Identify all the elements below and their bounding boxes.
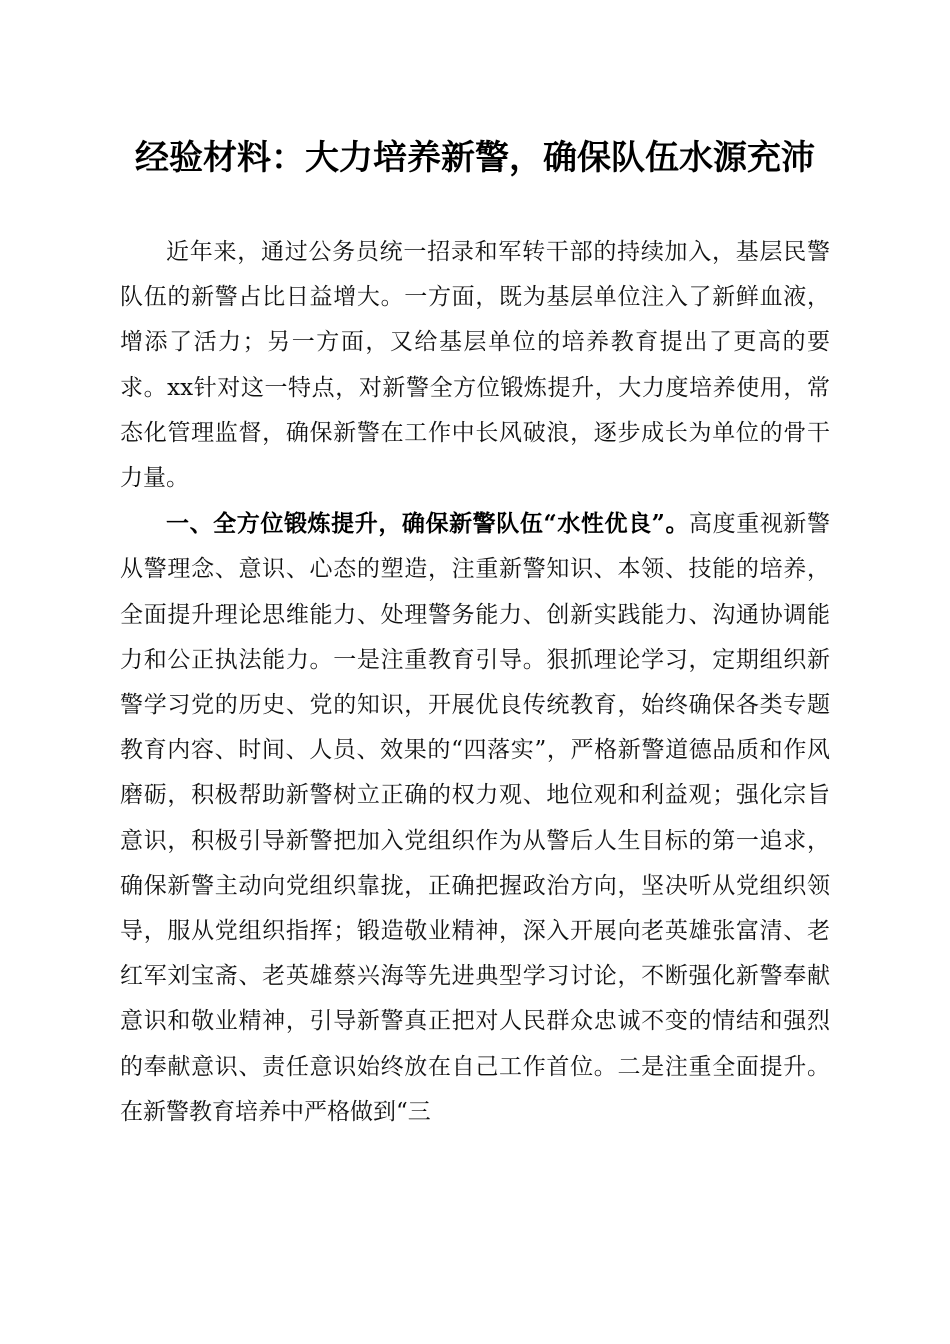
paragraph-section-one <box>120 501 830 1135</box>
document-body <box>120 230 830 1135</box>
document-title: 经验材料：大力培养新警，确保队伍水源充沛 <box>135 138 815 178</box>
section-one-heading: 一、全方位锻炼提升，确保新警队伍“水性优良”。 <box>166 510 690 538</box>
paragraph-intro <box>120 230 830 501</box>
paragraph-intro-text: 近年来，通过公务员统一招录和军转干部的持续加入，基层民警队伍的新警占比日益增大。一方面，既为基层单位注入了新鲜血液，增添了活力；另一方面，又给基层单位的培养教育提出了更高的要求。xx针对这一特点，对新警全方位锻炼提升，大力度培养使用，常态化管理监督，确保新警在工作中长风破浪，逐步成长为单位的骨干力量。 <box>120 239 830 492</box>
section-one-text: 高度重视新警从警理念、意识、心态的塑造，注重新警知识、本领、技能的培养，全面提升理论思维能力、处理警务能力、创新实践能力、沟通协调能力和公正执法能力。一是注重教育引导。狠抓理论学习，定期组织新警学习党的历史、党的知识，开展优良传统教育，始终确保各类专题教育内容、时间、人员、效果的“四落实”，严格新警道德品质和作风磨砺，积极帮助新警树立正确的权力观、地位观和利益观；强化宗旨意识，积极引导新警把加入党组织作为从警后人生目标的第一追求，确保新警主动向党组织靠拢，正确把握政治方向，坚决听从党组织领导，服从党组织指挥；锻造敬业精神，深入开展向老英雄张富清、老红军刘宝斋、老英雄蔡兴海等先进典型学习讨论，不断强化新警奉献意识和敬业精神，引导新警真正把对人民群众忠诚不变的情结和强烈的奉献意识、责任意识始终放在自己工作首位。二是注重全面提升。在新警教育培养中严格做到“三 <box>120 511 830 1125</box>
